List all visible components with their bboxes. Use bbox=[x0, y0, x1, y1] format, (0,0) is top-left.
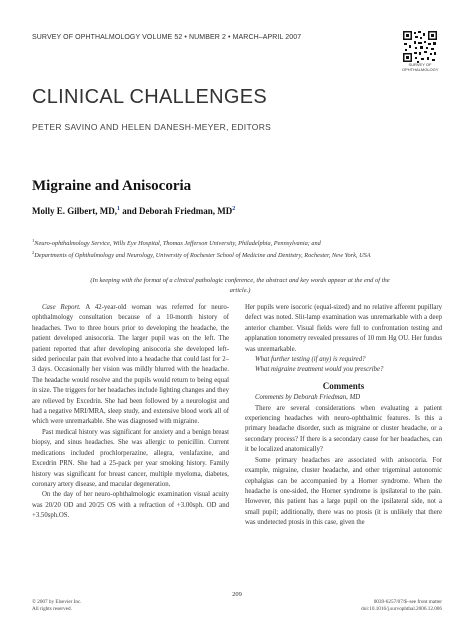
copyright-line: © 2007 by Elsevier Inc. bbox=[32, 599, 82, 605]
affiliation-2-text: Departments of Ophthalmology and Neurology, University of Rochester School of Medicine and Dentistry, Rochester, New York, USA bbox=[34, 252, 371, 260]
case-report-paragraph bbox=[32, 303, 229, 428]
section-editors: PETER SAVINO AND HELEN DANESH-MEYER, EDITORS bbox=[32, 122, 272, 132]
doi-link[interactable]: doi:10.1016/j.survophthal.2006.12.006 bbox=[361, 606, 442, 612]
rights-line: All rights reserved. bbox=[32, 606, 72, 612]
body-column-right bbox=[245, 303, 442, 529]
case-report-text: A 42-year-old woman was referred for neuro-ophthalmology consultation because of a 10-month history of headaches. Two to three hours prior to developing the headache, the patient developed anisocoria. The larger pupil was on the left. The patient reported that after developing anisocoria she developed left-sided periocular pain that evolved into a headache that could last for 2–3 days. Occasionally her vision was mildly blurred with the headache. The headache would resolve and the pupils would return to being equal in size. The triggers for her headaches include lighting changes and they are relieved by Excedrin. She had been followed by a neurologist and had a negative MRI/MRA, sleep study, and extensive blood work all of which were unremarkable. She was diagnosed with migraine. bbox=[32, 304, 229, 426]
body-column-left bbox=[32, 303, 229, 522]
affiliation-1-text: Neuro-ophthalmology Service, Wills Eye Hospital, Thomas Jefferson University, Philadelphia, Pennsylvania; and bbox=[34, 240, 321, 248]
history-paragraph: Past medical history was significant for anxiety and a benign breast biopsy, and sinus headaches. She was allergic to penicillin. Current medications included prochlorperazine, allegra, venlafaxine, and Excedrin PRN. She had a 25-pack per year smoking history. Family history was significant for breast cancer, multiple myeloma, diabetes, coronary artery disease, and macular degeneration. bbox=[32, 428, 229, 488]
question-1: What further testing (if any) is required? bbox=[255, 356, 366, 364]
affiliation-2 bbox=[32, 248, 437, 260]
comments-byline: Comments by Deborah Friedman, MD bbox=[255, 394, 361, 402]
exam-continued-paragraph: Her pupils were isocoric (equal-sized) and no relative afferent pupillary defect was noted. Slit-lamp examination was unremarkable with a deep anterior chamber. Visual fields were full to confrontation testing and applanation tonometry revealed pressures of 10 mm Hg OU. Her fundus was unremarkable. bbox=[245, 304, 442, 353]
qr-code-label: SURVEY OF OPHTHALMOLOGY bbox=[402, 62, 439, 72]
journal-header: SURVEY OF OPHTHALMOLOGY VOLUME 52 • NUMBER 2 • MARCH–APRIL 2007 bbox=[32, 34, 302, 41]
case-report-lead: Case Report. bbox=[42, 304, 81, 311]
qr-code-icon bbox=[402, 30, 438, 64]
authors-and: and bbox=[120, 206, 140, 216]
affiliation-1-mark: 1 bbox=[32, 238, 35, 243]
comments-paragraph-1: There are several considerations when evaluating a patient experiencing headaches with neuro-ophthalmic features. Is this a primary headache disorder, such as migraine or cluster headache, or a secondary process? If there is a secondary cause for her headaches, can it be localized anatomically? bbox=[245, 404, 442, 454]
copyright-footer bbox=[32, 599, 82, 613]
format-note: (In keeping with the format of a clinical pathologic conference, the abstract and key words appear at the end of the article.) bbox=[90, 277, 390, 294]
page-number: 209 bbox=[232, 591, 242, 598]
doi-footer bbox=[361, 599, 442, 613]
affiliation-1 bbox=[32, 236, 437, 248]
author-1: Molly E. Gilbert, MD, bbox=[32, 206, 117, 216]
comments-paragraph-2: Some primary headaches are associated with anisocoria. For example, migraine, cluster headache, and other trigeminal autonomic cephalgias can be accompanied by a Horner syndrome. When the headache is one-sided, the Horner syndrome is ipsilateral to the pain. However, this patient has a large pupil on the ipsilateral side, not a small pupil; additionally, there was no ptosis (it is unlikely that there was undetected ptosis in this case, given the bbox=[245, 456, 442, 527]
author-1-affil-mark[interactable]: 1 bbox=[117, 206, 120, 212]
author-2-affil-mark[interactable]: 2 bbox=[232, 206, 236, 212]
section-title: CLINICAL CHALLENGES bbox=[32, 86, 268, 108]
article-title: Migraine and Anisocoria bbox=[32, 178, 192, 194]
comments-heading: Comments bbox=[322, 380, 365, 391]
author-2: Deborah Friedman, MD bbox=[139, 206, 233, 216]
article-authors bbox=[32, 206, 235, 216]
question-2: What migraine treatment would you prescribe? bbox=[255, 366, 384, 374]
affiliations bbox=[32, 236, 437, 260]
affiliation-2-mark: 2 bbox=[32, 250, 35, 256]
exam-paragraph: On the day of her neuro-ophthalmologic examination visual acuity was 20/20 OD and 20/25 OS with a refraction of +3.00sph. OD and +3.50sph.OS. bbox=[32, 491, 229, 520]
issn-line: 0039-6257/07/$–see front matter bbox=[373, 599, 442, 605]
